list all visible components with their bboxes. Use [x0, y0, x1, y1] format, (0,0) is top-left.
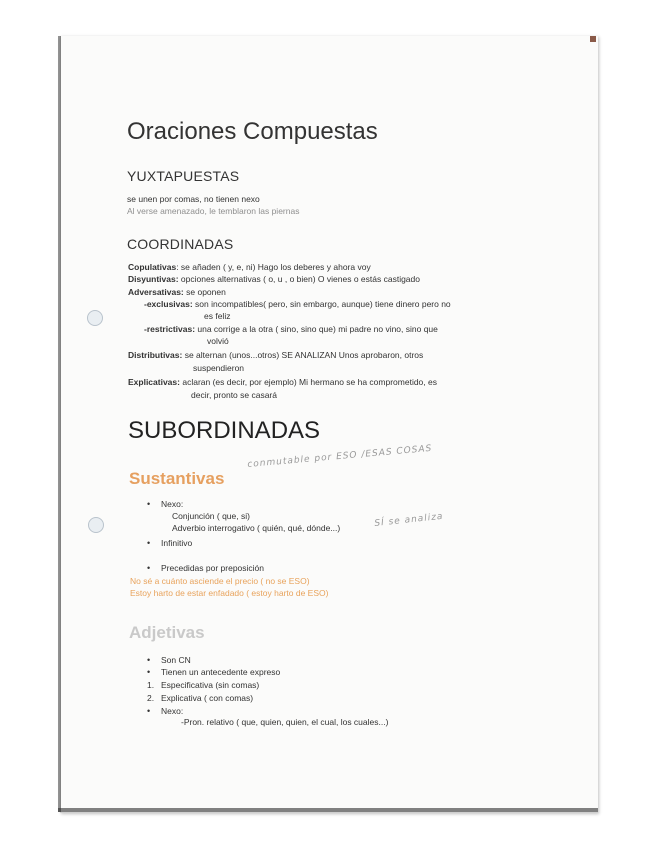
adjetivas-item-antecedente: • Tienen un antecedente expreso — [161, 667, 280, 678]
adjetivas-item-cn: • Son CN — [161, 655, 191, 666]
heading-coordinadas: COORDINADAS — [127, 236, 234, 252]
sustantivas-nexo: • Nexo: — [161, 499, 183, 510]
adjetivas-nexo: • Nexo: — [161, 706, 183, 717]
sustantivas-precedidas: • Precedidas por preposición — [161, 563, 264, 574]
exclusivas-line — [144, 299, 451, 310]
distributivas-line — [128, 350, 423, 361]
sustantivas-conjuncion: Conjunción ( que, si) — [172, 511, 250, 521]
copulativas-text: : se añaden ( y, e, ni) Hago los deberes y ahora voy — [176, 262, 371, 272]
exclusivas-cont: es feliz — [204, 311, 231, 321]
number-label: 1. — [147, 680, 155, 690]
disyuntivas-line — [128, 274, 420, 285]
restrictivas-label: -restrictivas: — [144, 324, 196, 334]
restrictivas-text: una corrige a la otra ( sino, sino que) mi padre no vino, sino que — [195, 324, 438, 334]
explicativas-text: aclaran (es decir, por ejemplo) Mi hermano se ha comprometido, es — [179, 377, 437, 387]
distributivas-text: se alternan (unos...otros) SE ANALIZAN Unos aprobaron, otros — [182, 350, 424, 360]
handwritten-note-se-analiza: SÍ se analiza — [374, 511, 444, 529]
adversativas-line — [128, 287, 226, 298]
adjetivas-explicativa: Explicativa ( con comas) — [161, 693, 254, 703]
paper-edge-left — [58, 36, 61, 812]
handwritten-note-conmutable: conmutable por ESO /ESAS COSAS — [247, 443, 433, 470]
adjetivas-especificativa: Especificativa (sin comas) — [161, 680, 260, 690]
adjetivas-numbered-1 — [147, 680, 260, 691]
heading-yuxtapuestas: YUXTAPUESTAS — [127, 168, 240, 184]
page-title: Oraciones Compuestas — [127, 118, 378, 145]
explicativas-line — [128, 377, 437, 388]
sustantivas-infinitivo: • Infinitivo — [161, 538, 192, 549]
adversativas-label: Adversativas: — [128, 287, 184, 297]
sustantivas-example-2: Estoy harto de estar enfadado ( estoy harto de ESO) — [130, 588, 329, 598]
adjetivas-pron-relativo: -Pron. relativo ( que, quien, quien, el cual, los cuales...) — [181, 717, 389, 727]
exclusivas-text: son incompatibles( pero, sin embargo, aunque) tiene dinero pero no — [192, 299, 451, 309]
heading-subordinadas: SUBORDINADAS — [128, 417, 321, 444]
disyuntivas-text: opciones alternativas ( o, u , o bien) O vienes o estás castigado — [178, 274, 420, 284]
explicativas-label: Explicativas: — [128, 377, 180, 387]
paper-edge-bottom — [58, 808, 598, 812]
punch-hole-top — [87, 310, 103, 326]
exclusivas-label: -exclusivas: — [144, 299, 193, 309]
punch-hole-bottom — [88, 517, 104, 533]
adversativas-text: se oponen — [183, 287, 226, 297]
adjetivas-numbered-2 — [147, 693, 254, 704]
heading-adjetivas: Adjetivas — [129, 623, 205, 642]
yuxtapuestas-example: Al verse amenazado, le temblaron las piernas — [127, 206, 300, 216]
copulativas-line — [128, 262, 371, 273]
corner-mark — [590, 36, 596, 42]
distributivas-label: Distributivas: — [128, 350, 183, 360]
copulativas-label: Copulativas — [128, 262, 177, 272]
sustantivas-adverbio: Adverbio interrogativo ( quién, qué, dónde...) — [172, 523, 341, 533]
number-label: 2. — [147, 693, 155, 703]
yuxtapuestas-definition: se unen por comas, no tienen nexo — [127, 194, 260, 204]
disyuntivas-label: Disyuntivas: — [128, 274, 179, 284]
distributivas-cont: suspendieron — [193, 363, 245, 373]
sustantivas-example-1: No sé a cuánto asciende el precio ( no se ESO) — [130, 576, 310, 586]
restrictivas-cont: volvió — [207, 336, 229, 346]
explicativas-cont: decir, pronto se casará — [191, 390, 277, 400]
restrictivas-line — [144, 324, 438, 335]
heading-sustantivas: Sustantivas — [129, 469, 225, 488]
